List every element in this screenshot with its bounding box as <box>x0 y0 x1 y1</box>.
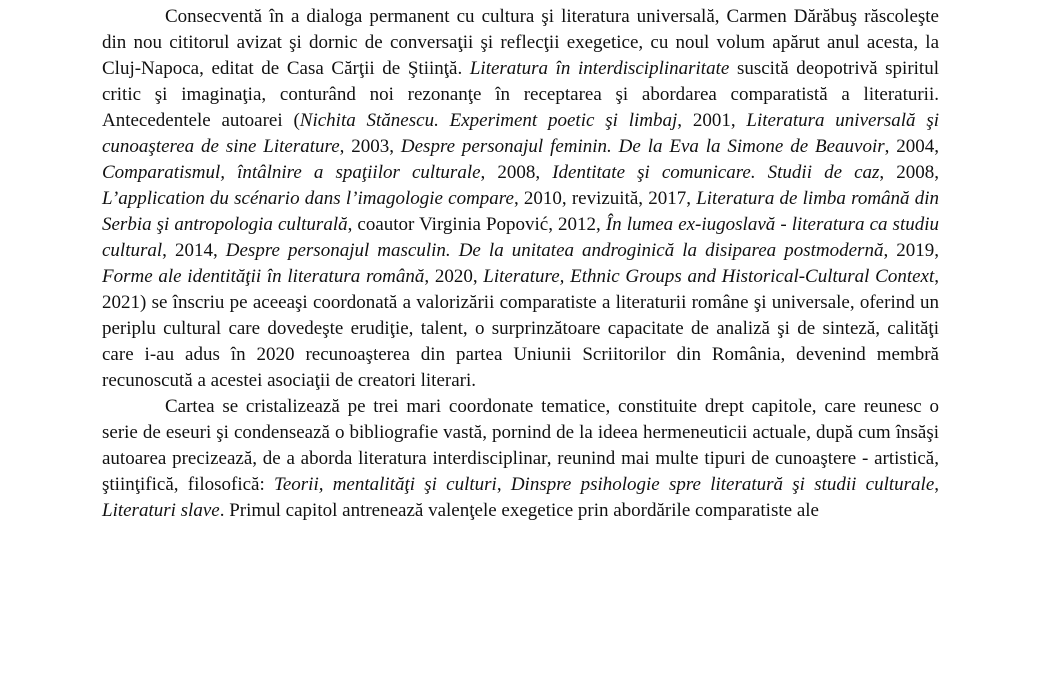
text-run: , 2008, <box>879 162 939 183</box>
italic-title-text: Despre personajul feminin. De la Eva la Simone de Beauvoir <box>400 136 885 157</box>
italic-title-text: Forme ale identităţii în literatura română <box>102 266 425 287</box>
italic-title-text: Comparatismul, întâlnire a spaţiilor culturale <box>102 162 481 183</box>
italic-title-text: Dinspre psihologie spre literatură şi studii culturale <box>510 474 935 495</box>
text-run: Consecventă în a dialoga permanent cu cultura şi literatura universală, Carmen Dărăbuş răscoleşte din nou cititorul avizat şi dornic de conversaţii şi reflecţii exegetice, cu noul volum apărut anul acesta, la Cluj-Napoca, editat de Casa Cărţii de Ştiinţă. <box>102 6 939 79</box>
italic-title-text: Literatura în interdisciplinaritate <box>469 58 730 79</box>
italic-title-text: Literature, Ethnic Groups and Historical-Cultural Context <box>483 266 935 287</box>
text-run: , 2008, <box>480 162 553 183</box>
text-run: . Primul capitol antrenează valenţele exegetice prin abordările comparatiste ale <box>219 500 819 521</box>
paragraph <box>102 4 939 394</box>
italic-title-text: Nichita Stănescu. Experiment poetic şi limbaj <box>299 110 678 131</box>
text-run: , 2003, <box>339 136 401 157</box>
paragraph <box>102 394 939 524</box>
italic-title-text: Identitate şi comunicare. Studii de caz <box>552 162 880 183</box>
text-run: , 2020, <box>424 266 484 287</box>
text-run: , 2004, <box>884 136 940 157</box>
italic-title-text: L’application du scénario dans l’imagologie compare <box>102 188 514 209</box>
text-run: , 2001, <box>677 110 747 131</box>
italic-title-text: Literatura universală şi cunoaşterea de sine Literature <box>102 110 939 157</box>
italic-title-text: Literatura de limba română din Serbia şi antropologia culturală <box>102 188 940 235</box>
text-run: , <box>496 474 511 495</box>
italic-title-text: Despre personajul masculin. De la unitatea androginică la disiparea postmodernă <box>225 240 884 261</box>
text-run: , 2014, <box>162 240 226 261</box>
text-run: , 2010, revizuită, 2017, <box>513 188 697 209</box>
italic-title-text: În lumea ex-iugoslavă - literatura ca studiu cultural <box>102 214 940 261</box>
text-run: suscită deopotrivă spiritul critic şi imaginaţia, conturând noi rezonanţe în receptarea şi abordarea comparatistă a literaturii. Antecedentele autoarei ( <box>102 58 939 131</box>
body-text <box>102 4 939 524</box>
italic-title-text: Literaturi slave <box>102 500 220 521</box>
text-run: , 2021) se înscriu pe aceeaşi coordonată a valorizării comparatiste a literaturii române şi universale, oferind un periplu cultural care dovedeşte erudiţie, talent, o surprinzătoare capacitate de analiză şi de sinteză, calităţi care i-au adus în 2020 recunoaşterea din partea Uniunii Scriitorilor din România, devenind membră recunoscută a acestei asociaţii de creatori literari. <box>102 266 940 391</box>
text-run: , <box>934 474 940 495</box>
italic-title-text: Teorii, mentalităţi şi culturi <box>274 474 497 495</box>
text-run: , 2019, <box>883 240 939 261</box>
text-run: , coautor Virginia Popović, 2012, <box>347 214 606 235</box>
text-run: Cartea se cristalizează pe trei mari coordonate tematice, constituite drept capitole, care reunesc o serie de eseuri şi condensează o bibliografie vastă, pornind de la ideea hermeneuticii actuale, după cum însăşi autoarea precizează, de a aborda literatura interdisciplinar, reunind mai multe tipuri de cunoaştere - artistică, ştiinţifică, filosofică: <box>102 396 939 495</box>
